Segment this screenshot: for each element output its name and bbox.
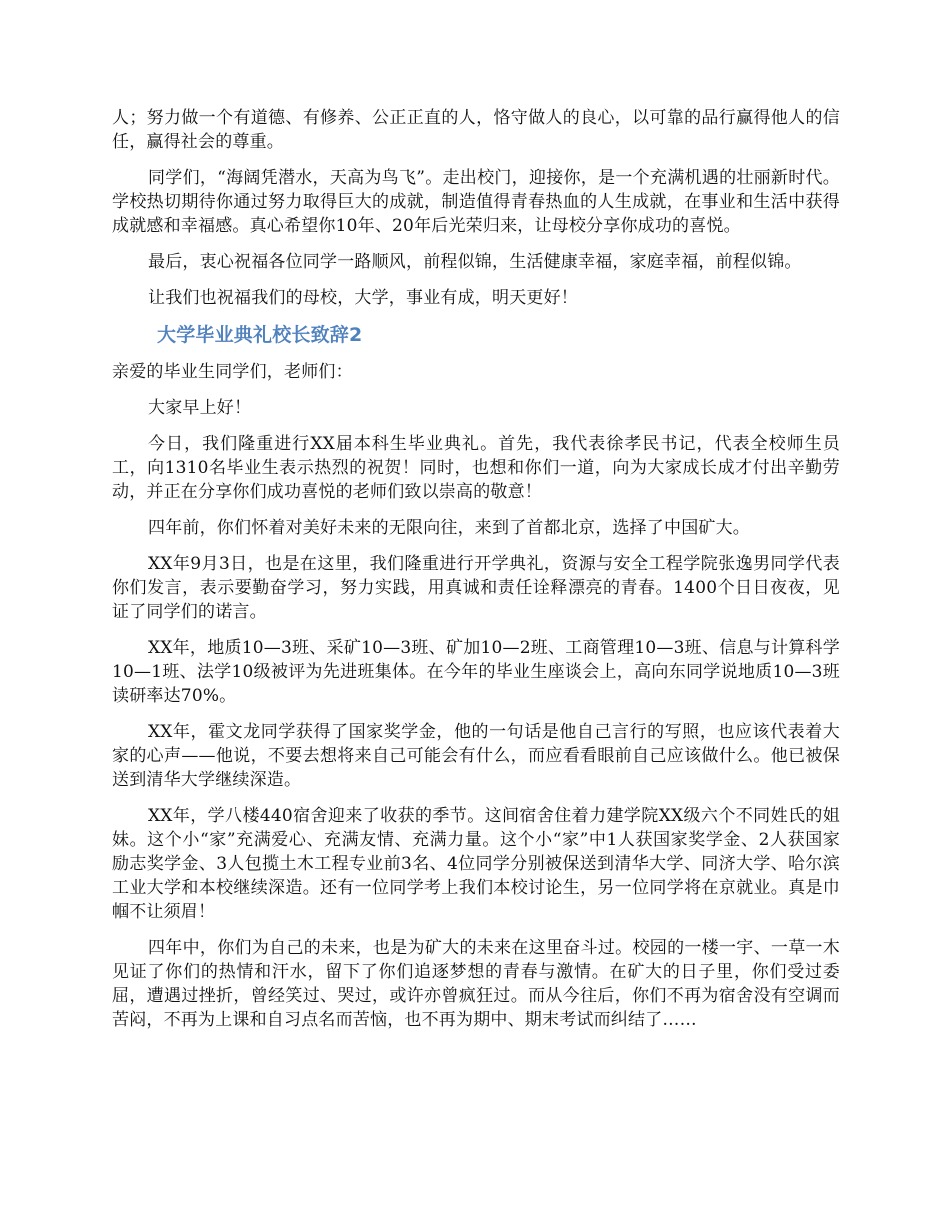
section-heading: 大学毕业典礼校长致辞2 — [157, 324, 363, 346]
paragraph: XX年，地质10—3班、采矿10—3班、矿加10—2班、工商管理10—3班、信息与计算科学10—1班、法学10级被评为先进班集体。在今年的毕业生座谈会上，高向东同学说地质10—3班读研率达70%。 — [112, 638, 840, 706]
paragraph: 让我们也祝福我们的母校，大学，事业有成，明天更好！ — [148, 288, 578, 308]
paragraph: XX年9月3日，也是在这里，我们隆重进行开学典礼，资源与安全工程学院张逸男同学代表你们发言，表示要勤奋学习，努力实践，用真诚和责任诠释漂亮的青春。1400个日日夜夜，见证了同学们的诺言。 — [112, 554, 840, 622]
salutation: 亲爱的毕业生同学们，老师们： — [112, 362, 353, 382]
paragraph: XX年，学八楼440宿舍迎来了收获的季节。这间宿舍住着力建学院XX级六个不同姓氏的姐妹。这个小“家”充满爱心、充满友情、充满力量。这个小“家”中1人获国家奖学金、2人获国家励志奖学金、3人包揽土木工程专业前3名、4位同学分别被保送到清华大学、同济大学、哈尔滨工业大学和本校继续深造。还有一位同学考上我们本校讨论生，另一位同学将在京就业。真是巾帼不让须眉！ — [112, 806, 840, 922]
document-page — [112, 106, 840, 1044]
paragraph: 大家早上好！ — [148, 398, 252, 418]
paragraph: 最后，衷心祝福各位同学一路顺风，前程似锦，生活健康幸福，家庭幸福，前程似锦。 — [148, 252, 802, 272]
paragraph: XX年，霍文龙同学获得了国家奖学金，他的一句话是他自己言行的写照，也应该代表着大家的心声——他说，不要去想将来自己可能会有什么，而应看看眼前自己应该做什么。他已被保送到清华大学继续深造。 — [112, 722, 840, 790]
paragraph: 四年前，你们怀着对美好未来的无限向往，来到了首都北京，选择了中国矿大。 — [148, 518, 750, 538]
paragraph: 今日，我们隆重进行XX届本科生毕业典礼。首先，我代表徐孝民书记，代表全校师生员工，向1310名毕业生表示热烈的祝贺！同时，也想和你们一道，向为大家成长成才付出辛勤劳动，并正在分享你们成功喜悦的老师们致以崇高的敬意！ — [112, 434, 840, 502]
paragraph: 同学们，“海阔凭潜水，天高为鸟飞”。走出校门，迎接你，是一个充满机遇的壮丽新时代。学校热切期待你通过努力取得巨大的成就，制造值得青春热血的人生成就，在事业和生活中获得成就感和幸福感。真心希望你10年、20年后光荣归来，让母校分享你成功的喜悦。 — [112, 168, 840, 236]
paragraph: 人；努力做一个有道德、有修养、公正正直的人，恪守做人的良心，以可靠的品行赢得他人的信任，赢得社会的尊重。 — [112, 108, 840, 152]
paragraph: 四年中，你们为自己的未来，也是为矿大的未来在这里奋斗过。校园的一楼一宇、一草一木见证了你们的热情和汗水，留下了你们追逐梦想的青春与激情。在矿大的日子里，你们受过委屈，遭遇过挫折，曾经笑过、哭过，或许亦曾疯狂过。而从今往后，你们不再为宿舍没有空调而苦闷，不再为上课和自习点名而苦恼，也不再为期中、期末考试而纠结了…… — [112, 938, 840, 1030]
